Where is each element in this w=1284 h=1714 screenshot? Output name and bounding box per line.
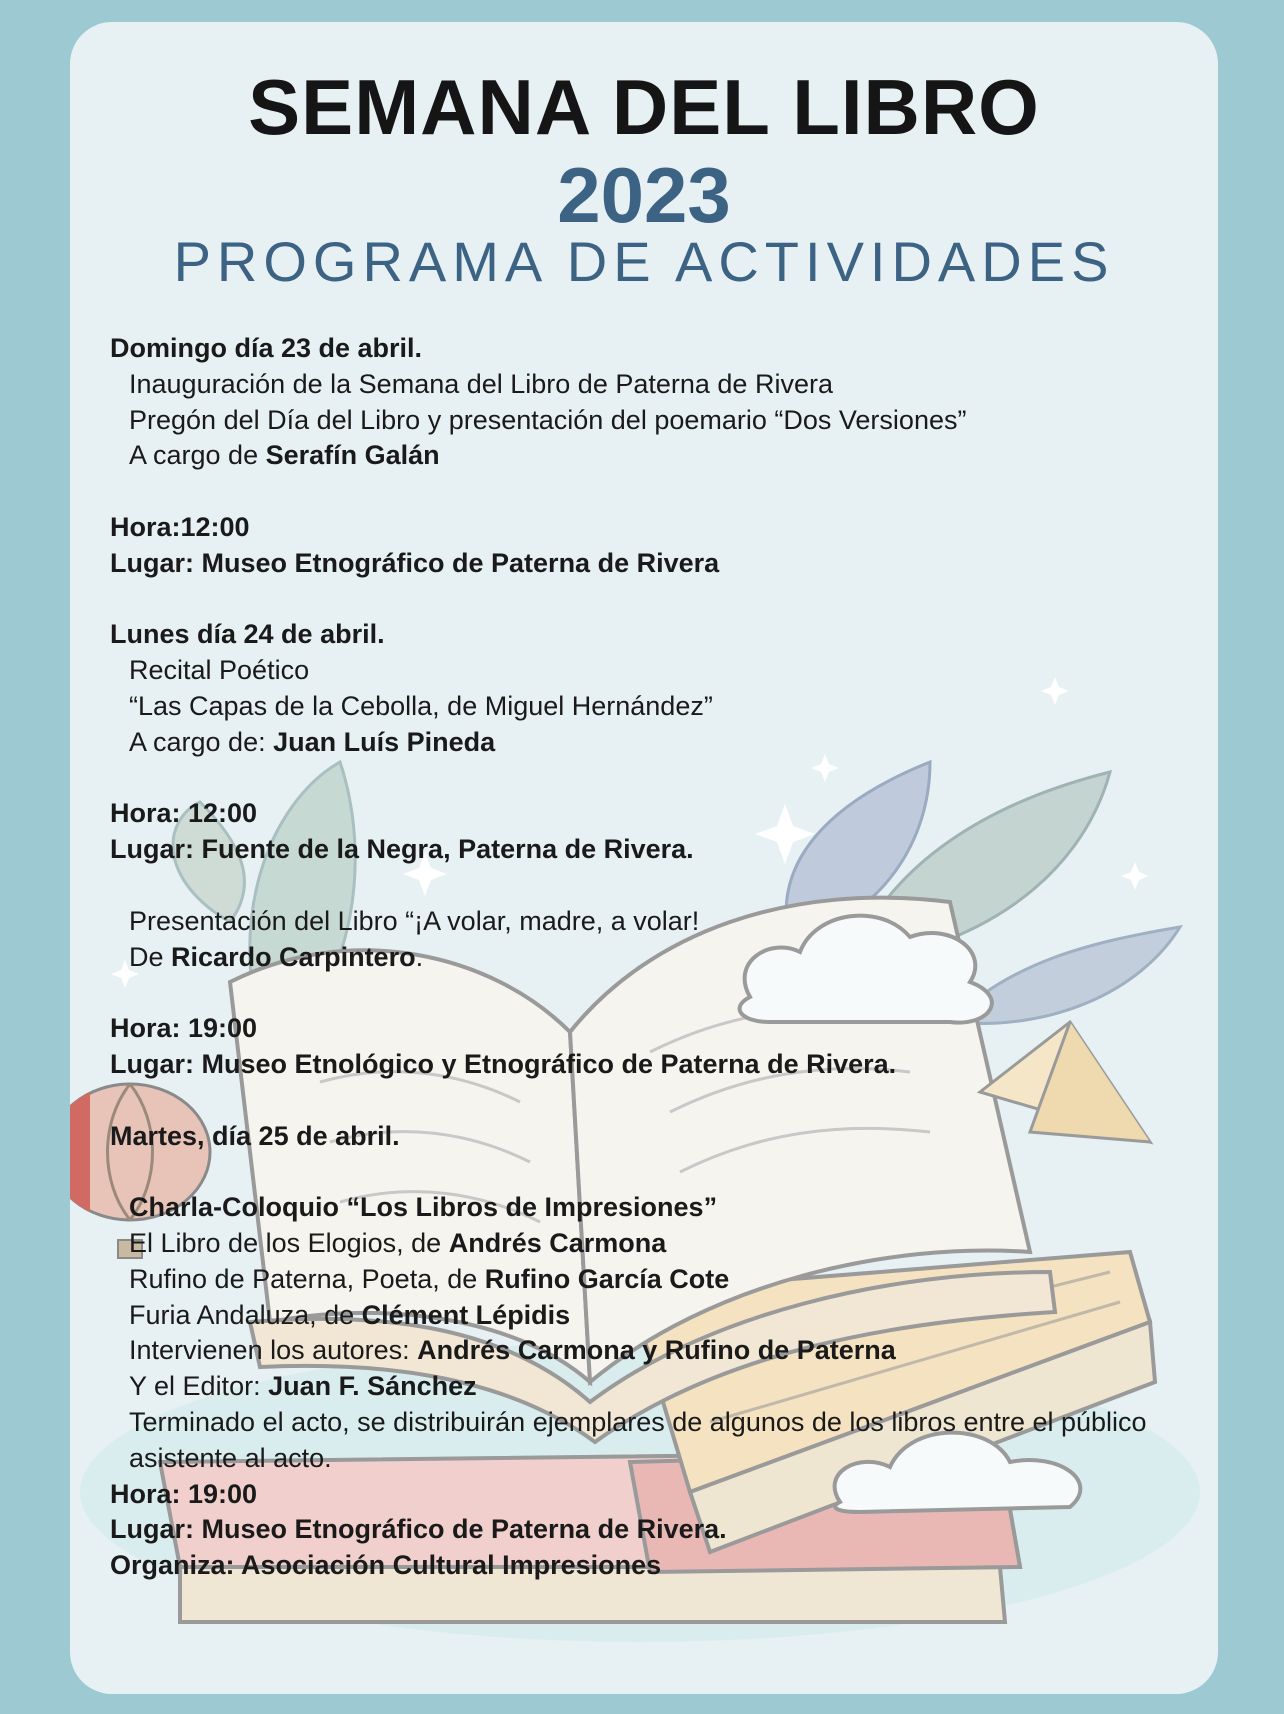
presenter-name: Juan Luís Pineda: [273, 726, 496, 757]
event-place: [110, 1512, 1200, 1548]
place-label: Lugar:: [110, 1048, 194, 1079]
place-value: Fuente de la Negra, Paterna de Rivera.: [194, 834, 694, 865]
event-time: Hora: 19:00: [110, 1478, 258, 1509]
book-author: Rufino García Cote: [484, 1263, 730, 1294]
presenter-name: Ricardo Carpintero: [171, 941, 416, 972]
program-list: [110, 331, 1200, 1584]
poster-card: [70, 22, 1218, 1694]
event-time: Hora: 19:00: [110, 1013, 258, 1044]
event-line: “Las Capas de la Cebolla, de Miguel Hernández”: [129, 690, 713, 721]
day-heading-martes: Martes, día 25 de abril.: [110, 1120, 400, 1151]
event-note: Terminado el acto, se distribuirán ejemplares de algunos de los libros entre el público asistente al acto.: [129, 1406, 1147, 1473]
event-line: Recital Poético: [129, 655, 310, 686]
editor-line: [110, 1369, 1200, 1405]
presenter-prefix: De: [129, 941, 172, 972]
event-line: Presentación del Libro “¡A volar, madre, a volar!: [129, 905, 700, 936]
speakers-names: Andrés Carmona y Rufino de Paterna: [417, 1335, 896, 1366]
presenter-prefix: A cargo de:: [129, 726, 274, 757]
event-line: Inauguración de la Semana del Libro de Paterna de Rivera: [129, 368, 833, 399]
book-title: Rufino de Paterna, Poeta, de: [129, 1263, 485, 1294]
book-author: Clément Lépidis: [361, 1299, 571, 1330]
book-entry: [110, 1262, 1200, 1298]
event-presenter: [110, 438, 1200, 474]
day-heading-lunes: Lunes día 24 de abril.: [110, 619, 385, 650]
place-label: Lugar:: [110, 547, 194, 578]
event-place: [110, 1047, 1200, 1083]
organizer: [110, 1548, 1200, 1584]
speakers-prefix: Intervienen los autores:: [129, 1335, 418, 1366]
event-year: 2023: [557, 151, 731, 239]
day-heading-domingo: Domingo día 23 de abril.: [110, 333, 423, 363]
place-label: Lugar:: [110, 1514, 194, 1545]
book-author: Andrés Carmona: [448, 1227, 667, 1258]
event-time: Hora: 12:00: [110, 798, 258, 829]
book-entry: [110, 1226, 1200, 1262]
organizer-value: Asociación Cultural Impresiones: [234, 1550, 662, 1581]
place-value: Museo Etnográfico de Paterna de Rivera: [194, 547, 720, 578]
presenter-prefix: A cargo de: [129, 440, 266, 471]
presenter-suffix: .: [415, 941, 424, 972]
book-entry: [110, 1298, 1200, 1334]
editor-prefix: Y el Editor:: [129, 1371, 269, 1402]
place-value: Museo Etnológico y Etnográfico de Paterna de Rivera.: [194, 1048, 897, 1079]
book-title: El Libro de los Elogios, de: [129, 1227, 449, 1258]
book-title: Furia Andaluza, de: [129, 1299, 362, 1330]
editor-name: Juan F. Sánchez: [268, 1371, 477, 1402]
event-time: Hora:12:00: [110, 511, 250, 542]
presenter-name: Serafín Galán: [265, 440, 440, 471]
event-place: [110, 832, 1200, 868]
event-title: SEMANA DEL LIBRO: [248, 63, 1040, 151]
event-presenter: [110, 940, 1200, 976]
event-line: Charla-Coloquio “Los Libros de Impresiones”: [129, 1192, 718, 1223]
event-place: [110, 546, 1200, 582]
organizer-label: Organiza:: [110, 1550, 235, 1581]
place-value: Museo Etnográfico de Paterna de Rivera.: [194, 1514, 727, 1545]
poster-content: [70, 22, 1218, 1694]
event-presenter: [110, 725, 1200, 761]
place-label: Lugar:: [110, 834, 194, 865]
speakers-line: [110, 1333, 1200, 1369]
program-subtitle: PROGRAMA DE ACTIVIDADES: [173, 230, 1115, 293]
event-line: Pregón del Día del Libro y presentación del poemario “Dos Versiones”: [129, 404, 967, 435]
